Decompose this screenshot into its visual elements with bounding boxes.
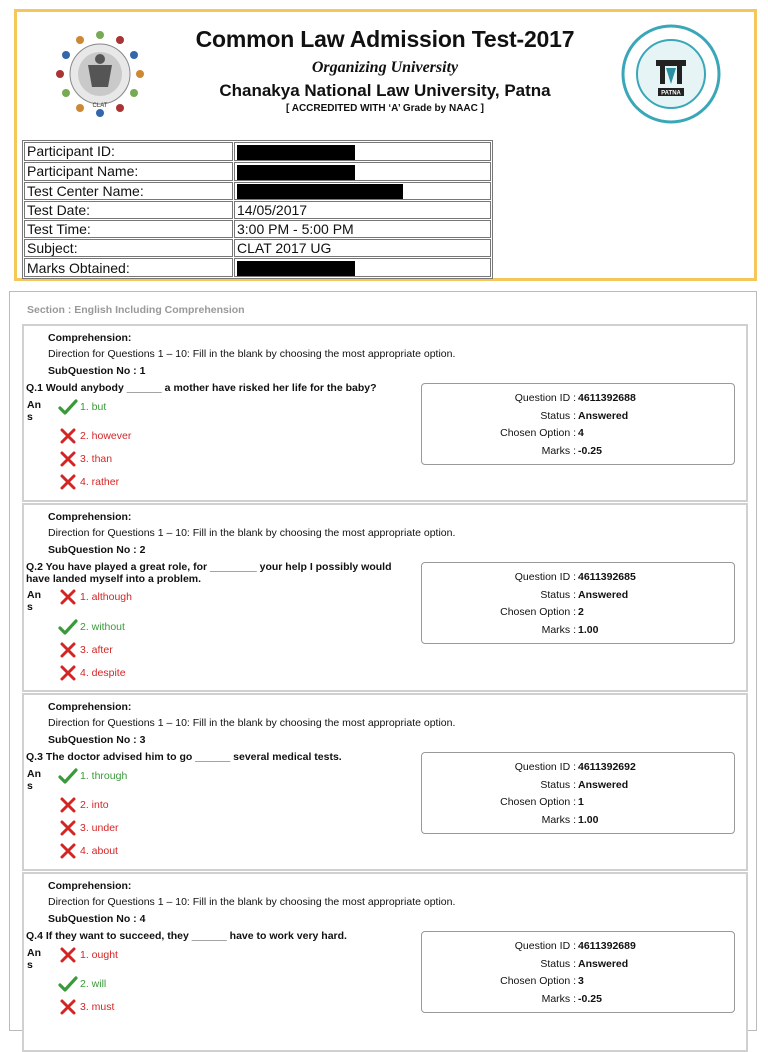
accreditation-text: [ ACCREDITED WITH ‘A’ Grade by NAAC ] bbox=[286, 103, 484, 114]
question-meta-box bbox=[421, 562, 735, 644]
option-text: 3. must bbox=[80, 1001, 115, 1013]
participant-info-table bbox=[22, 140, 493, 279]
info-label: Test Time: bbox=[24, 220, 233, 238]
info-row bbox=[24, 201, 491, 219]
cross-icon bbox=[58, 450, 78, 468]
option-text: 2. into bbox=[80, 799, 109, 811]
question-id-row bbox=[422, 760, 736, 774]
question-text: Q.4 If they want to succeed, they ______ have to work very hard. bbox=[26, 930, 347, 942]
redacted-value bbox=[237, 261, 355, 276]
chosen-option-label: Chosen Option : bbox=[500, 606, 576, 618]
question-block bbox=[22, 693, 748, 871]
chosen-option-value: 2 bbox=[578, 606, 584, 618]
info-row bbox=[24, 258, 491, 277]
question-id-value: 4611392689 bbox=[578, 940, 636, 952]
info-value bbox=[234, 258, 491, 277]
question-id-value: 4611392692 bbox=[578, 761, 636, 773]
question-id-row bbox=[422, 391, 736, 405]
option-text: 4. rather bbox=[80, 476, 120, 488]
subquestion-number: SubQuestion No : 4 bbox=[48, 913, 146, 925]
page-title: Common Law Admission Test-2017 bbox=[195, 26, 575, 52]
info-label: Test Center Name: bbox=[24, 182, 233, 201]
checkmark-icon bbox=[58, 975, 78, 993]
question-meta-box bbox=[421, 931, 735, 1013]
question-id-label: Question ID : bbox=[514, 940, 576, 952]
chosen-option-label: Chosen Option : bbox=[500, 427, 576, 439]
cross-icon bbox=[58, 998, 78, 1016]
direction-text: Direction for Questions 1 – 10: Fill in the blank by choosing the most appropriate option. bbox=[48, 527, 456, 539]
status-value: Answered bbox=[578, 957, 629, 970]
marks-label: Marks : bbox=[541, 992, 576, 1005]
chosen-option-value: 1 bbox=[578, 796, 584, 808]
option-text: 1. ought bbox=[80, 949, 118, 961]
redacted-value bbox=[237, 184, 403, 199]
redacted-value bbox=[237, 165, 355, 180]
answer-label: An s bbox=[27, 768, 41, 792]
option-text: 1. but bbox=[80, 401, 107, 413]
question-text: Q.2 You have played a great role, for ________ your help I possibly would have landed myself into a problem. bbox=[26, 561, 392, 585]
question-id-value: 4611392685 bbox=[578, 571, 636, 583]
status-label: Status : bbox=[540, 409, 576, 422]
cross-icon bbox=[58, 796, 78, 814]
status-value: Answered bbox=[578, 409, 629, 422]
cross-icon bbox=[58, 427, 78, 445]
question-block bbox=[22, 324, 748, 502]
answer-label: An s bbox=[27, 947, 41, 971]
question-id-label: Question ID : bbox=[514, 392, 576, 404]
info-label: Participant Name: bbox=[24, 162, 233, 181]
cross-icon bbox=[58, 819, 78, 837]
status-row bbox=[422, 409, 736, 423]
option-text: 3. under bbox=[80, 822, 119, 834]
option-text: 3. than bbox=[80, 453, 113, 465]
status-value: Answered bbox=[578, 778, 629, 791]
comprehension-label: Comprehension: bbox=[48, 880, 132, 892]
cross-icon bbox=[58, 946, 78, 964]
answer-label: An s bbox=[27, 589, 41, 613]
question-meta-box bbox=[421, 383, 735, 465]
marks-label: Marks : bbox=[541, 444, 576, 457]
status-value: Answered bbox=[578, 588, 629, 601]
chosen-option-label: Chosen Option : bbox=[500, 975, 576, 987]
chosen-option-label: Chosen Option : bbox=[500, 796, 576, 808]
marks-value: -0.25 bbox=[578, 992, 602, 1005]
marks-label: Marks : bbox=[541, 813, 576, 826]
chosen-option-row bbox=[422, 605, 736, 619]
status-label: Status : bbox=[540, 588, 576, 601]
cross-icon bbox=[58, 664, 78, 682]
comprehension-label: Comprehension: bbox=[48, 701, 132, 713]
info-row bbox=[24, 220, 491, 238]
chosen-option-row bbox=[422, 974, 736, 988]
direction-text: Direction for Questions 1 – 10: Fill in the blank by choosing the most appropriate option. bbox=[48, 896, 456, 908]
status-row bbox=[422, 588, 736, 602]
answer-label: An s bbox=[27, 399, 41, 423]
results-panel bbox=[9, 291, 757, 1031]
option-text: 2. will bbox=[80, 978, 107, 990]
cross-icon bbox=[58, 842, 78, 860]
info-value: 3:00 PM - 5:00 PM bbox=[234, 220, 491, 238]
status-label: Status : bbox=[540, 778, 576, 791]
chosen-option-row bbox=[422, 426, 736, 440]
marks-row bbox=[422, 623, 736, 637]
info-row bbox=[24, 239, 491, 257]
chosen-option-value: 4 bbox=[578, 427, 584, 439]
checkmark-icon bbox=[58, 398, 78, 416]
clat-consortium-logo bbox=[50, 25, 150, 123]
question-id-label: Question ID : bbox=[514, 571, 576, 583]
question-block bbox=[22, 872, 748, 1052]
redacted-value bbox=[237, 145, 355, 160]
info-row bbox=[24, 182, 491, 201]
direction-text: Direction for Questions 1 – 10: Fill in the blank by choosing the most appropriate option. bbox=[48, 348, 456, 360]
marks-value: 1.00 bbox=[578, 623, 599, 636]
status-row bbox=[422, 778, 736, 792]
marks-row bbox=[422, 813, 736, 827]
info-row bbox=[24, 142, 491, 161]
option-text: 4. despite bbox=[80, 667, 126, 679]
info-value bbox=[234, 142, 491, 161]
option-text: 3. after bbox=[80, 644, 113, 656]
status-label: Status : bbox=[540, 957, 576, 970]
chosen-option-row bbox=[422, 795, 736, 809]
question-text: Q.3 The doctor advised him to go ______ several medical tests. bbox=[26, 751, 342, 763]
checkmark-icon bbox=[58, 767, 78, 785]
info-row bbox=[24, 162, 491, 181]
checkmark-icon bbox=[58, 618, 78, 636]
comprehension-label: Comprehension: bbox=[48, 511, 132, 523]
info-value: 14/05/2017 bbox=[234, 201, 491, 219]
organizing-label: Organizing University bbox=[311, 59, 459, 76]
question-id-value: 4611392688 bbox=[578, 392, 636, 404]
option-text: 4. about bbox=[80, 845, 118, 857]
marks-row bbox=[422, 992, 736, 1006]
marks-row bbox=[422, 444, 736, 458]
status-row bbox=[422, 957, 736, 971]
info-value bbox=[234, 162, 491, 181]
subquestion-number: SubQuestion No : 2 bbox=[48, 544, 146, 556]
comprehension-label: Comprehension: bbox=[48, 332, 132, 344]
question-id-label: Question ID : bbox=[514, 761, 576, 773]
question-block bbox=[22, 503, 748, 692]
question-id-row bbox=[422, 570, 736, 584]
option-text: 2. without bbox=[80, 621, 125, 633]
section-title: Section : English Including Comprehension bbox=[27, 304, 245, 316]
cross-icon bbox=[58, 641, 78, 659]
info-label: Marks Obtained: bbox=[24, 258, 233, 277]
cross-icon bbox=[58, 473, 78, 491]
info-label: Subject: bbox=[24, 239, 233, 257]
option-text: 1. through bbox=[80, 770, 128, 782]
question-id-row bbox=[422, 939, 736, 953]
info-value: CLAT 2017 UG bbox=[234, 239, 491, 257]
svg-text:CLAT: CLAT bbox=[92, 103, 108, 109]
subquestion-number: SubQuestion No : 1 bbox=[48, 365, 146, 377]
info-label: Test Date: bbox=[24, 201, 233, 219]
question-text: Q.1 Would anybody ______ a mother have risked her life for the baby? bbox=[26, 382, 377, 394]
option-text: 1. although bbox=[80, 591, 132, 603]
svg-text:PATNA: PATNA bbox=[661, 90, 681, 97]
subquestion-number: SubQuestion No : 3 bbox=[48, 734, 146, 746]
option-text: 2. however bbox=[80, 430, 132, 442]
info-label: Participant ID: bbox=[24, 142, 233, 161]
chosen-option-value: 3 bbox=[578, 975, 584, 987]
marks-label: Marks : bbox=[541, 623, 576, 636]
marks-value: -0.25 bbox=[578, 444, 602, 457]
question-meta-box bbox=[421, 752, 735, 834]
marks-value: 1.00 bbox=[578, 813, 599, 826]
university-name: Chanakya National Law University, Patna bbox=[219, 81, 551, 100]
info-value bbox=[234, 182, 491, 201]
cnlu-logo bbox=[620, 24, 722, 124]
cross-icon bbox=[58, 588, 78, 606]
direction-text: Direction for Questions 1 – 10: Fill in the blank by choosing the most appropriate option. bbox=[48, 717, 456, 729]
